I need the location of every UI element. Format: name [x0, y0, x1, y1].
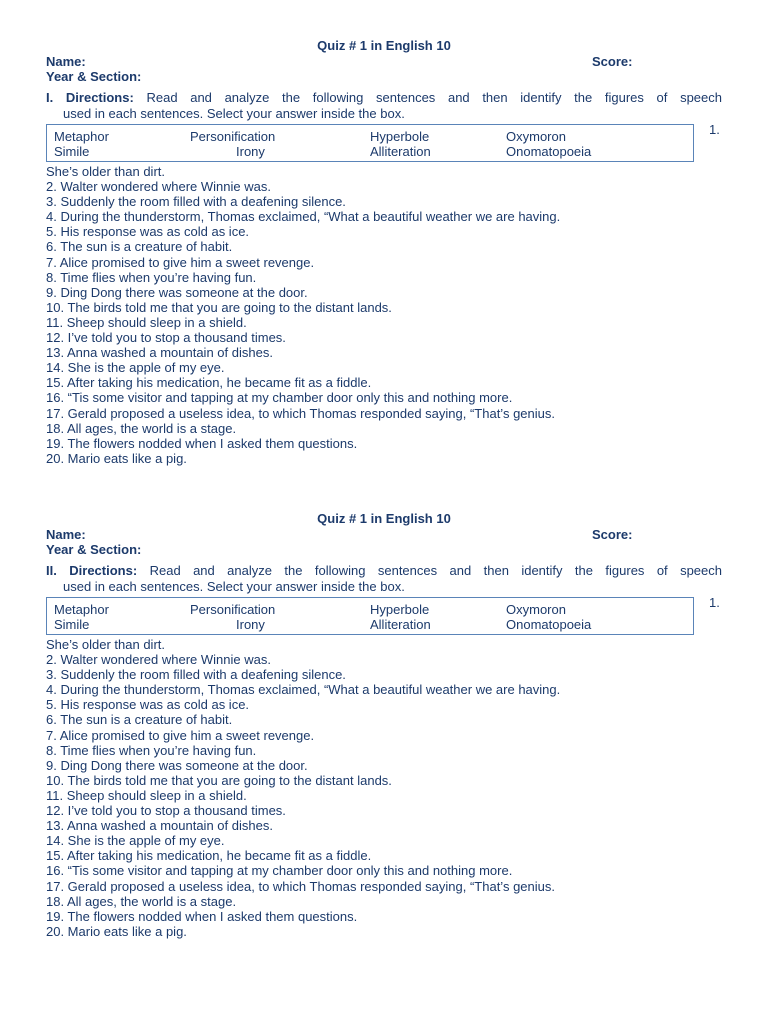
question-item: 9. Ding Dong there was someone at the door. — [46, 757, 308, 773]
choice-personification: Personification — [190, 602, 276, 617]
question-item: 20. Mario eats like a pig. — [46, 450, 187, 466]
score-label: Score: — [592, 527, 633, 542]
question-item: 14. She is the apple of my eye. — [46, 360, 225, 376]
quiz-title: Quiz # 1 in English 10 — [317, 38, 451, 53]
question-item: 19. The flowers nodded when I asked them questions. — [46, 435, 358, 451]
choice-metaphor: Metaphor — [54, 602, 109, 617]
quiz-section-2 — [0, 511, 768, 991]
choice-simile: Simile — [54, 144, 90, 159]
question-item: 17. Gerald proposed a useless idea, to which Thomas responded saying, “That’s genius. — [46, 878, 555, 894]
directions-line-1 — [46, 90, 722, 106]
choices-box — [46, 124, 694, 162]
question-item: 3. Suddenly the room filled with a deafening silence. — [46, 194, 346, 210]
choice-alliteration: Alliteration — [370, 617, 431, 632]
choice-metaphor: Metaphor — [54, 129, 109, 144]
question-item: 16. “Tis some visitor and tapping at my chamber door only this and nothing more. — [46, 863, 513, 879]
question-item: 11. Sheep should sleep in a shield. — [46, 787, 247, 803]
question-item: 5. His response was as cold as ice. — [46, 224, 250, 240]
choice-oxymoron: Oxymoron — [506, 602, 566, 617]
directions-number: I. — [46, 90, 54, 105]
question-item: 3. Suddenly the room filled with a deafening silence. — [46, 667, 346, 683]
question-item: 15. After taking his medication, he became fit as a fiddle. — [46, 375, 372, 391]
year-section-label: Year & Section: — [46, 69, 142, 84]
question-item: 15. After taking his medication, he became fit as a fiddle. — [46, 848, 372, 864]
directions-number: II. — [46, 563, 57, 578]
question-item: 13. Anna washed a mountain of dishes. — [46, 818, 273, 834]
choice-simile: Simile — [54, 617, 90, 632]
question-item: 19. The flowers nodded when I asked them questions. — [46, 908, 358, 924]
question-item: 4. During the thunderstorm, Thomas exclaimed, “What a beautiful weather we are having. — [46, 682, 561, 698]
choice-irony: Irony — [236, 144, 265, 159]
choice-alliteration: Alliteration — [370, 144, 431, 159]
quiz-title: Quiz # 1 in English 10 — [317, 511, 451, 526]
question-item: 17. Gerald proposed a useless idea, to which Thomas responded saying, “That’s genius. — [46, 405, 555, 421]
directions — [46, 563, 722, 595]
directions-text-1: Read and analyze the following sentences and then identify the figures of speech — [146, 90, 722, 105]
directions-text-2: used in each sentences. Select your answer inside the box. — [63, 106, 405, 121]
question-item: 9. Ding Dong there was someone at the door. — [46, 284, 308, 300]
quiz-section-1 — [0, 38, 768, 518]
question-item: 18. All ages, the world is a stage. — [46, 420, 237, 436]
directions-label: Directions: — [65, 90, 134, 105]
question-item: 7. Alice promised to give him a sweet revenge. — [46, 254, 315, 270]
question-item: 11. Sheep should sleep in a shield. — [46, 314, 247, 330]
choices-box — [46, 597, 694, 635]
question-item: 6. The sun is a creature of habit. — [46, 239, 233, 255]
question-item: 2. Walter wondered where Winnie was. — [46, 179, 271, 195]
question-item: 2. Walter wondered where Winnie was. — [46, 652, 271, 668]
directions-text-1: Read and analyze the following sentences and then identify the figures of speech — [149, 563, 722, 578]
first-item-number: 1. — [709, 595, 720, 610]
directions-line-1 — [46, 563, 722, 579]
first-item-number: 1. — [709, 122, 720, 137]
question-list — [46, 164, 560, 466]
question-item: 4. During the thunderstorm, Thomas exclaimed, “What a beautiful weather we are having. — [46, 209, 561, 225]
question-item: 8. Time flies when you’re having fun. — [46, 742, 257, 758]
name-label: Name: — [46, 54, 86, 69]
question-item: 7. Alice promised to give him a sweet revenge. — [46, 727, 315, 743]
choice-personification: Personification — [190, 129, 276, 144]
question-item: 5. His response was as cold as ice. — [46, 697, 250, 713]
choice-onomatopoeia: Onomatopoeia — [506, 617, 592, 632]
question-item: 12. I’ve told you to stop a thousand times. — [46, 330, 286, 346]
question-list — [46, 637, 560, 939]
score-label: Score: — [592, 54, 633, 69]
question-item: 8. Time flies when you’re having fun. — [46, 269, 257, 285]
question-item: 16. “Tis some visitor and tapping at my chamber door only this and nothing more. — [46, 390, 513, 406]
question-item: 20. Mario eats like a pig. — [46, 923, 187, 939]
question-item: She’s older than dirt. — [46, 164, 165, 179]
question-item: 14. She is the apple of my eye. — [46, 833, 225, 849]
choice-irony: Irony — [236, 617, 265, 632]
question-item: 10. The birds told me that you are going to the distant lands. — [46, 772, 392, 788]
year-section-label: Year & Section: — [46, 542, 142, 557]
choice-hyperbole: Hyperbole — [370, 602, 430, 617]
question-item: 10. The birds told me that you are going to the distant lands. — [46, 299, 392, 315]
question-item: She’s older than dirt. — [46, 637, 165, 652]
choice-onomatopoeia: Onomatopoeia — [506, 144, 592, 159]
choice-hyperbole: Hyperbole — [370, 129, 430, 144]
name-label: Name: — [46, 527, 86, 542]
question-item: 18. All ages, the world is a stage. — [46, 893, 237, 909]
question-item: 6. The sun is a creature of habit. — [46, 712, 233, 728]
question-item: 12. I’ve told you to stop a thousand times. — [46, 803, 286, 819]
directions-label: Directions: — [69, 563, 138, 578]
directions-text-2: used in each sentences. Select your answer inside the box. — [63, 579, 405, 594]
directions — [46, 90, 722, 122]
choice-oxymoron: Oxymoron — [506, 129, 566, 144]
question-item: 13. Anna washed a mountain of dishes. — [46, 345, 273, 361]
